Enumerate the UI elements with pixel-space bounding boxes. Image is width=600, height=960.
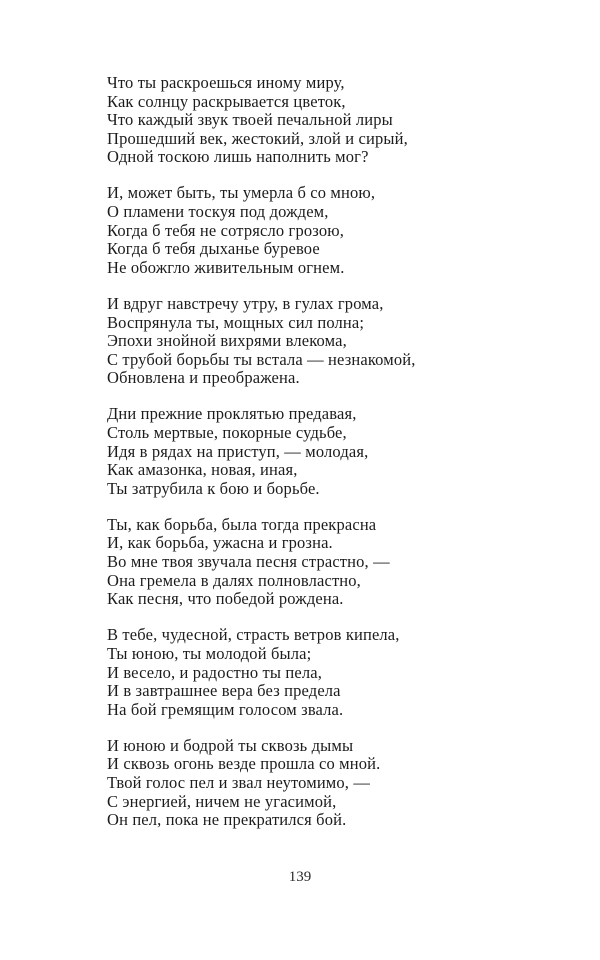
poem-line: В тебе, чудесной, страсть ветров кипела, — [107, 625, 400, 645]
poem-line: Идя в рядах на приступ, — молодая, — [107, 441, 369, 461]
poem-line: С энергией, ничем не угасимой, — [107, 791, 337, 811]
poem-line: Как солнцу раскрывается цветок, — [107, 91, 346, 111]
poem-line: И весело, и радостно ты пела, — [107, 662, 322, 682]
poem-line: Когда б тебя дыханье буревое — [107, 239, 320, 259]
poem-line: Прошедший век, жестокий, злой и сирый, — [107, 128, 408, 148]
poem-line: И, может быть, ты умерла б со мною, — [107, 183, 376, 203]
poem-line: Обновлена и преображена. — [107, 368, 300, 388]
poem-line: Эпохи знойной вихрями влекома, — [107, 331, 347, 351]
poem-line: И, как борьба, ужасна и грозна. — [107, 533, 333, 553]
poem-line: Ты юною, ты молодой была; — [107, 643, 312, 663]
stanza-1 — [107, 74, 577, 167]
poem-line: Что ты раскроешься иному миру, — [107, 73, 345, 92]
poem-line: Столь мертвые, покорные судьбе, — [107, 423, 347, 442]
poem-line: И сквозь огонь везде прошла со мной. — [107, 754, 381, 774]
poem-line: С трубой борьбы ты встала — незнакомой, — [107, 349, 416, 369]
page-number: 139 — [288, 869, 312, 885]
poem-line: И вдруг навстречу утру, в гулах грома, — [107, 293, 384, 313]
poem-line: На бой гремящим голосом звала. — [107, 699, 344, 719]
poem-line: Что каждый звук твоей печальной лиры — [107, 110, 393, 130]
poem-line: Она гремела в далях полновластно, — [107, 570, 361, 590]
stanza-5 — [107, 516, 577, 609]
stanza-2 — [107, 184, 577, 277]
poem-line: И в завтрашнее вера без предела — [107, 681, 341, 701]
stanza-3 — [107, 295, 577, 388]
poem-line: Ты, как борьба, была тогда прекрасна — [107, 514, 377, 534]
stanza-7 — [107, 737, 577, 830]
stanza-6 — [107, 626, 577, 719]
poem-line: Как амазонка, новая, иная, — [107, 460, 298, 480]
poem-line: Когда б тебя не сотрясло грозою, — [107, 220, 344, 240]
poem-line: Воспрянула ты, мощных сил полна; — [107, 312, 365, 332]
poem-line: Во мне твоя звучала песня страстно, — — [107, 552, 390, 572]
poem-line: Не обожгло живительным огнем. — [107, 257, 345, 277]
poem-line: И юною и бодрой ты сквозь дымы — [107, 735, 354, 755]
poem-line: О пламени тоскуя под дождем, — [107, 202, 329, 222]
poem-body — [107, 74, 577, 847]
poem-line: Твой голос пел и звал неутомимо, — — [107, 773, 370, 792]
stanza-4 — [107, 405, 577, 498]
poem-line: Ты затрубила к бою и борьбе. — [107, 478, 320, 498]
poem-line: Он пел, пока не прекратился бой. — [107, 810, 347, 830]
poem-line: Как песня, что победой рождена. — [107, 589, 344, 609]
poem-line: Дни прежние проклятью предавая, — [107, 404, 357, 424]
poem-line: Одной тоскою лишь наполнить мог? — [107, 147, 369, 167]
